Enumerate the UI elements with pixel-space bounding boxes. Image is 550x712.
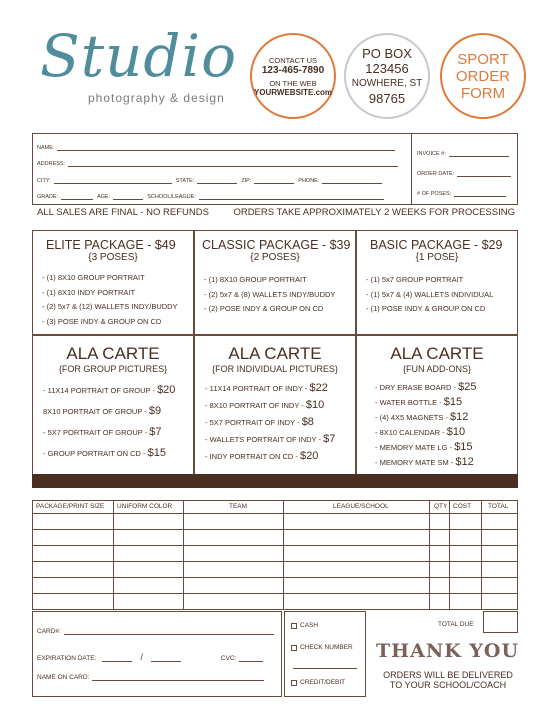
ala-item: - MEMORY MATE LG - $15 xyxy=(375,441,473,453)
address-line3: NOWHERE, ST xyxy=(351,78,423,89)
form-title-circle xyxy=(440,33,526,119)
method-credit[interactable] xyxy=(291,679,345,686)
thank-you-heading: THANK YOU xyxy=(376,640,520,662)
payment-box xyxy=(32,611,282,697)
package-item: - (1) 5x7 & (4) WALLETS INDIVIDUAL xyxy=(366,289,494,299)
ala-subtitle: {FUN ADD-ONS} xyxy=(402,364,471,374)
package-item: - (3) POSE INDY & GROUP ON CD xyxy=(42,316,162,326)
poses-label: # OF POSES: xyxy=(417,191,452,197)
invoice-field[interactable] xyxy=(449,150,509,157)
delivery-line1: ORDERS WILL BE DELIVERED xyxy=(383,670,513,680)
ala-item: - 11X14 PORTRAIT OF GROUP - $20 xyxy=(43,384,176,396)
studio-logo: Studio xyxy=(40,22,237,90)
grade-label: GRADE: xyxy=(37,194,59,200)
name-field[interactable] xyxy=(57,144,395,151)
delivery-line2: TO YOUR SCHOOL/COACH xyxy=(389,680,507,690)
col-header-package: PACKAGE/PRINT SIZE xyxy=(36,503,105,510)
package-title: ELITE PACKAGE - $49 xyxy=(46,238,176,252)
package-title: BASIC PACKAGE - $29 xyxy=(370,238,503,252)
col-header-uniform: UNIFORM COLOR xyxy=(117,503,173,510)
address-line4: 98765 xyxy=(368,91,406,106)
package-title: CLASSIC PACKAGE - $39 xyxy=(202,238,351,252)
ala-item: - 8X10 CALENDAR - $10 xyxy=(375,426,466,438)
package-item: - (1) 8X10 GROUP PORTRAIT xyxy=(204,275,307,284)
ala-item: - INDY PORTRAIT ON CD - $20 xyxy=(205,450,319,462)
ala-item: - 5X7 PORTRAIT OF INDY - $8 xyxy=(205,416,314,428)
invoice-label: INVOICE #: xyxy=(417,151,446,157)
state-field[interactable] xyxy=(197,177,237,184)
package-basic xyxy=(356,230,518,335)
poses-field[interactable] xyxy=(454,190,506,197)
address-row xyxy=(37,160,398,167)
credit-checkbox[interactable] xyxy=(291,680,297,686)
invoice-row xyxy=(417,150,509,157)
contact-label: CONTACT US xyxy=(268,55,318,65)
name-label: NAME: xyxy=(37,145,55,151)
package-item: - (2) 5x7 & (12) WALLETS INDY/BUDDY xyxy=(42,302,178,311)
notice-processing: ORDERS TAKE APPROXIMATELY 2 WEEKS FOR PROCESSING xyxy=(233,207,515,218)
delivery-note xyxy=(378,670,518,690)
package-item: - (1) 8X10 GROUP PORTRAIT xyxy=(42,273,145,282)
cash-label: CASH xyxy=(300,622,319,629)
expiration-row xyxy=(37,652,263,662)
card-label: CARD#: xyxy=(37,628,61,635)
order-date-field[interactable] xyxy=(457,170,511,177)
cvc-field[interactable] xyxy=(239,655,263,662)
name-on-card-field[interactable] xyxy=(92,674,264,681)
method-cash[interactable] xyxy=(291,622,318,629)
ala-title: ALA CARTE xyxy=(390,344,484,363)
exp-slash: / xyxy=(140,652,143,662)
total-due-label: TOTAL DUE xyxy=(438,621,474,628)
ala-carte-group xyxy=(32,335,194,475)
poses-row xyxy=(417,190,506,197)
exp-year-field[interactable] xyxy=(151,655,181,662)
zip-label: ZIP: xyxy=(241,178,252,184)
address-label: ADDRESS: xyxy=(37,161,66,167)
ala-item: - WALLETS PORTRAIT OF INDY - $7 xyxy=(205,433,336,445)
check-label: CHECK NUMBER xyxy=(300,644,353,651)
col-header-league: LEAGUE/SCHOOL xyxy=(333,503,389,510)
zip-field[interactable] xyxy=(254,177,294,184)
package-classic xyxy=(194,230,356,335)
phone-label: PHONE: xyxy=(298,178,320,184)
ala-item: - (4) 4X5 MAGNETS - $12 xyxy=(375,411,469,423)
age-field[interactable] xyxy=(113,193,143,200)
tagline: photography & design xyxy=(88,91,225,105)
package-poses: {3 POSES} xyxy=(88,252,138,263)
package-item: - (1) 8X10 INDY PORTRAIT xyxy=(42,287,136,297)
payment-method-box xyxy=(284,611,366,697)
notice-final: ALL SALES ARE FINAL - NO REFUNDS xyxy=(37,207,209,218)
card-field[interactable] xyxy=(64,628,274,635)
ala-item: - WATER BOTTLE - $15 xyxy=(375,396,463,408)
order-date-label: ORDER DATE: xyxy=(417,171,455,177)
order-date-row xyxy=(417,170,511,177)
col-header-cost: COST xyxy=(453,503,472,510)
grade-row xyxy=(37,193,384,200)
cvc-label: CVC: xyxy=(220,655,237,662)
ala-carte-individual xyxy=(194,335,356,475)
grade-field[interactable] xyxy=(61,193,93,200)
divider-bar xyxy=(32,474,518,488)
expiration-label: EXPIRATION DATE: xyxy=(37,655,97,662)
address-line2: 123456 xyxy=(365,61,409,76)
school-field[interactable] xyxy=(199,193,384,200)
col-header-team: TEAM xyxy=(229,503,248,510)
package-item: - (1) POSE INDY & GROUP ON CD xyxy=(366,304,486,313)
form-title-line2: ORDER xyxy=(455,67,511,85)
contact-phone: 123-465-7890 xyxy=(261,64,325,76)
ala-subtitle: {FOR INDIVIDUAL PICTURES} xyxy=(212,364,338,374)
package-item: - (2) POSE INDY & GROUP ON CD xyxy=(204,304,324,313)
check-checkbox[interactable] xyxy=(291,645,297,651)
ala-carte-addons xyxy=(356,335,518,475)
ala-item: - 11X14 PORTRAIT OF INDY - $22 xyxy=(205,382,328,394)
address-field[interactable] xyxy=(68,160,398,167)
col-header-total: TOTAL xyxy=(488,503,509,510)
name-on-card-row xyxy=(37,674,264,681)
package-poses: {1 POSE} xyxy=(415,252,459,263)
state-label: STATE: xyxy=(175,178,195,184)
ala-subtitle: {FOR GROUP PICTURES} xyxy=(58,364,168,374)
ala-item: - 5X7 PORTRAIT OF GROUP - $7 xyxy=(43,426,162,438)
school-label: SCHOOL/LEAGUE: xyxy=(147,194,196,200)
age-label: AGE: xyxy=(97,194,111,200)
city-label: CITY: xyxy=(37,178,51,184)
method-check[interactable] xyxy=(291,644,353,651)
notice-bar xyxy=(37,207,515,218)
package-elite xyxy=(32,230,194,335)
ala-title: ALA CARTE xyxy=(66,344,160,363)
city-row xyxy=(37,177,382,184)
card-row xyxy=(37,628,274,635)
ala-item: - DRY ERASE BOARD - $25 xyxy=(375,381,477,393)
col-header-qty: QTY xyxy=(434,503,448,510)
package-poses: {2 POSES} xyxy=(250,252,300,263)
website: YOURWEBSITE.com xyxy=(253,87,333,97)
contact-circle xyxy=(250,33,336,119)
web-label: ON THE WEB xyxy=(269,78,317,88)
total-due-field[interactable] xyxy=(483,611,518,633)
name-row xyxy=(37,144,395,151)
credit-label: CREDIT/DEBIT xyxy=(300,679,346,686)
check-number-field[interactable] xyxy=(293,662,357,669)
package-item: - (1) 5x7 GROUP PORTRAIT xyxy=(366,275,464,284)
form-title-line3: FORM xyxy=(460,84,506,102)
ala-item: - 8X10 PORTRAIT OF INDY - $10 xyxy=(205,399,325,411)
name-on-card-label: NAME ON CARD: xyxy=(37,674,90,681)
exp-month-field[interactable] xyxy=(102,655,132,662)
address-circle xyxy=(344,33,430,119)
order-table xyxy=(32,500,518,610)
cash-checkbox[interactable] xyxy=(291,623,297,629)
city-field[interactable] xyxy=(54,177,172,184)
ala-item: - MEMORY MATE SM - $12 xyxy=(375,456,474,468)
package-item: - (2) 5x7 & (8) WALLETS INDY/BUDDY xyxy=(204,289,336,299)
form-title-line1: SPORT xyxy=(457,50,509,68)
ala-item: - GROUP PORTRAIT ON CD - $15 xyxy=(43,447,166,459)
ala-item: 8X10 PORTRAIT OF GROUP - $9 xyxy=(43,405,162,417)
ala-title: ALA CARTE xyxy=(228,344,322,363)
phone-field[interactable] xyxy=(322,177,382,184)
address-line1: PO BOX xyxy=(362,46,412,61)
customer-info-box xyxy=(32,133,518,205)
